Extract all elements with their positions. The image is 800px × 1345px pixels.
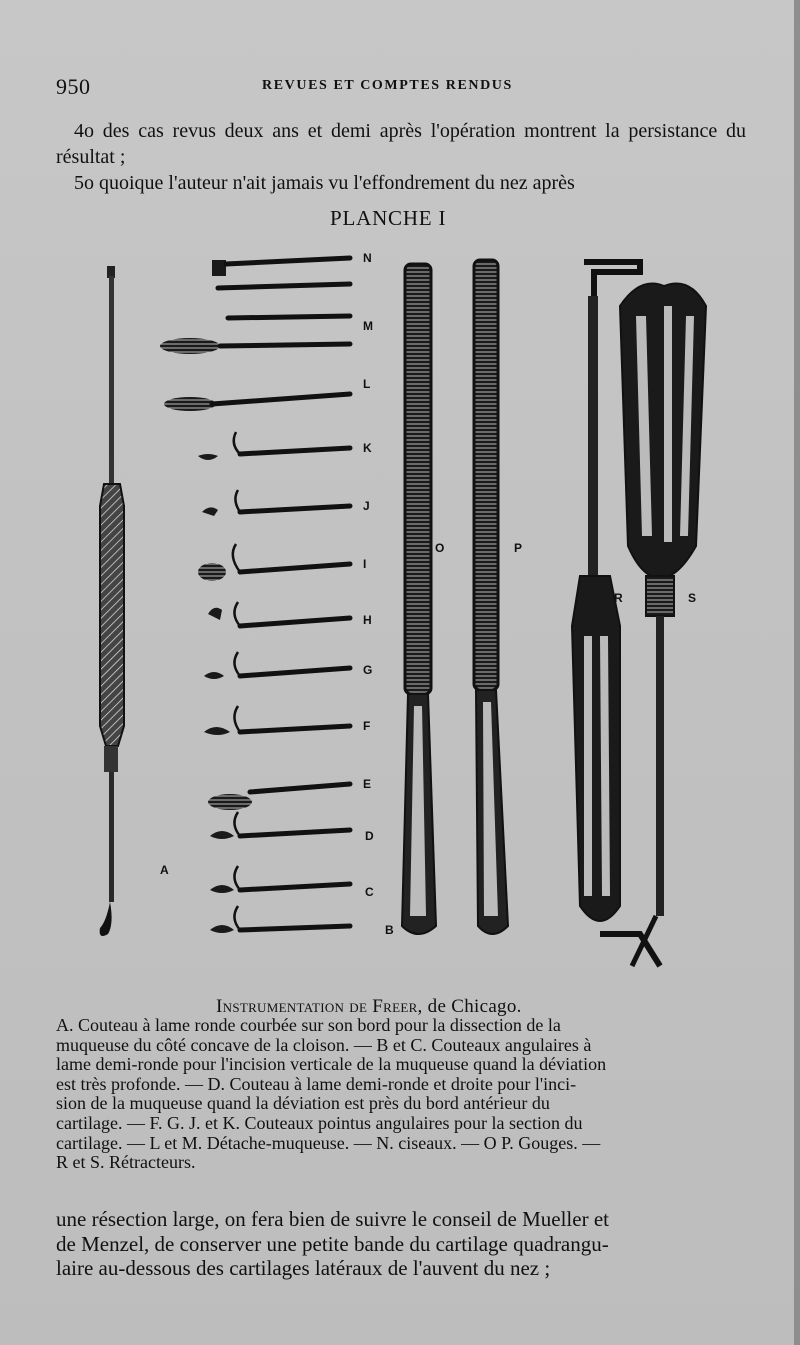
caption-line: A. Couteau à lame ronde courbée sur son bord pour la dissection de la [56,1015,561,1035]
label-c: C [365,885,374,899]
instrument-a [100,266,124,936]
label-f: F [363,719,371,733]
instrument-o [402,264,436,934]
label-d: D [365,829,374,843]
label-a: A [160,863,169,877]
caption-line: muqueuse du côté concave de la cloison. — B et C. Couteaux angulaires à [56,1034,592,1055]
label-i: I [363,557,367,571]
caption-line: cartilage. — F. G. J. et K. Couteaux pointus angulaires pour la section du [56,1112,583,1133]
instrument-s [620,284,706,967]
label-j: J [363,499,370,513]
label-p: P [514,541,523,555]
caption-line: est très profonde. — D. Couteau à lame demi-ronde et droite pour l'inci- [56,1073,577,1094]
label-h: H [363,613,372,627]
figure-caption [56,1016,751,1173]
instruments-illustration [80,206,740,996]
label-l: L [363,377,371,391]
running-head [56,74,756,98]
label-m: M [363,319,373,333]
caption-line: cartilage. — L et M. Détache-muqueuse. — N. ciseaux. — O P. Gouges. — [56,1132,601,1153]
page-number: 950 [56,74,91,99]
running-title: REVUES ET COMPTES RENDUS [262,78,513,93]
closing-paragraph [56,1207,751,1281]
instrument-p [474,260,508,934]
label-s: S [688,591,697,605]
label-e: E [363,777,372,791]
knife-necks [233,432,240,930]
closing-line: laire au-dessous des cartilages latéraux de l'auvent du nez ; [56,1256,551,1280]
label-b: B [385,923,394,937]
caption-title-instrumentation: Instrumentation de Freer [216,996,418,1017]
intro-text [56,118,746,196]
caption-title-place: , de Chicago. [417,996,522,1017]
closing-line: de Menzel, de conserver une petite bande du cartilage quadrangu- [56,1231,609,1256]
intro-paragraph-5: 5o quoique l'auteur n'ait jamais vu l'effondrement du nez après [74,172,575,194]
plate-title: PLANCHE I [330,206,447,230]
caption-line: sion de la muqueuse quand la déviation est près du bord antérieur du [56,1093,550,1114]
closing-line: une résection large, on fera bien de suivre le conseil de Mueller et [56,1207,609,1231]
caption-line: lame demi-ronde pour l'incision verticale de la muqueuse quand la déviation [56,1054,607,1075]
caption-line: R et S. Rétracteurs. [56,1152,196,1173]
plate-figure [80,206,740,996]
label-r: R [614,591,623,605]
label-k: K [363,441,372,455]
label-g: G [363,663,373,677]
intro-paragraph-4: 4o des cas revus deux ans et demi après l'opération montrent la persistance du résultat ; [56,120,746,168]
knife-shafts [212,258,350,930]
page-edge [794,0,800,1345]
label-n: N [363,251,372,265]
label-o: O [435,541,445,555]
